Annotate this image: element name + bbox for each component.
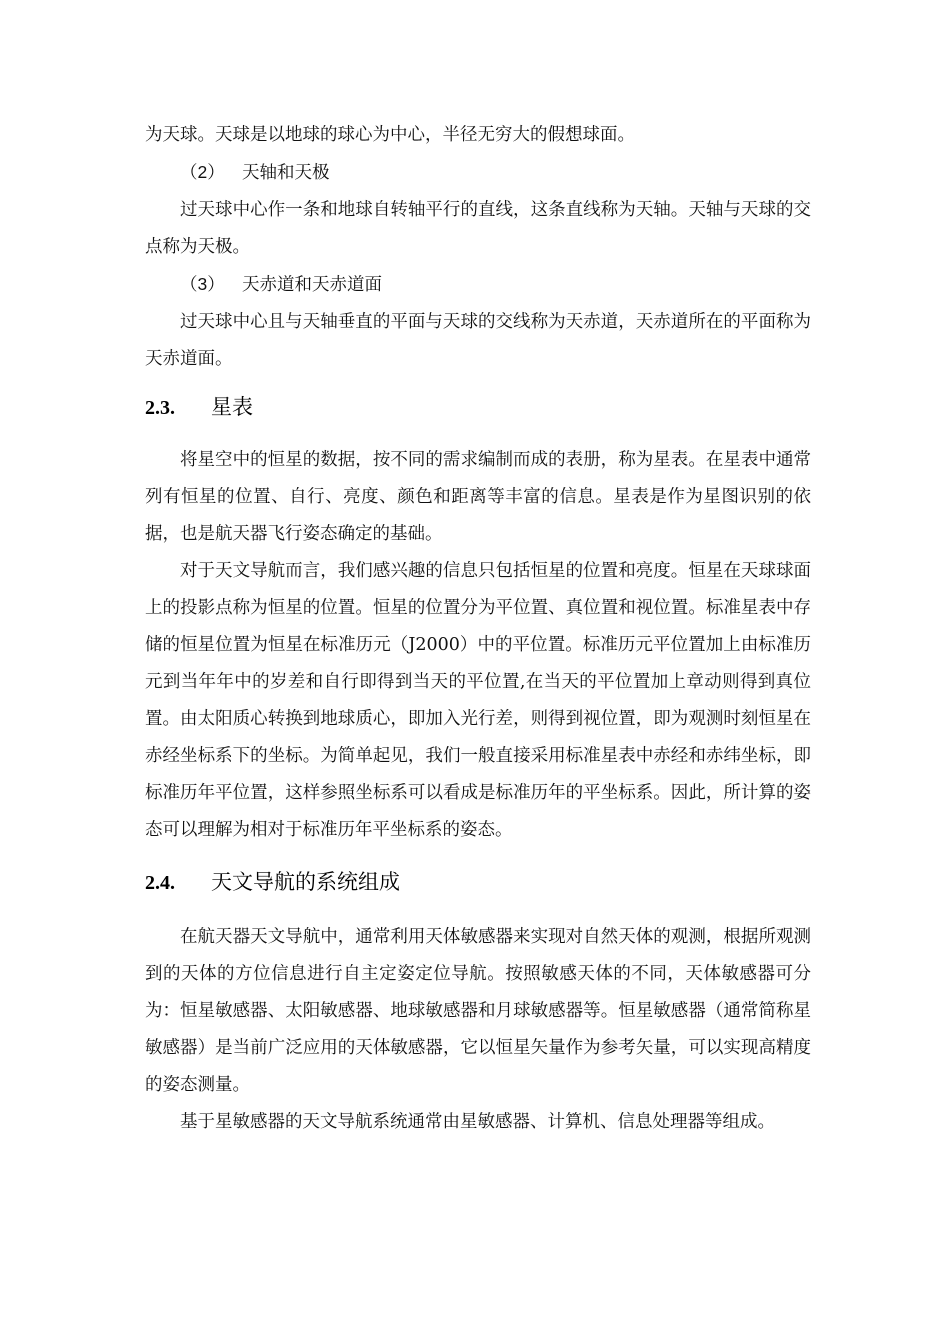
section-number: 2.4. [145,872,175,894]
paragraph-celestial-sensors: 在航天器天文导航中，通常利用天体敏感器来实现对自然天体的观测，根据所观测到的天体的方位信息进行自主定姿定位导航。按照敏感天体的不同，天体敏感器可分为：恒星敏感器、太阳敏感器、地球敏感器和月球敏感器等。恒星敏感器（通常简称星敏感器）是当前广泛应用的天体敏感器，它以恒星矢量作为参考矢量，可以实现高精度的姿态测量。 [145,927,811,1095]
subheading-title: 天轴和天极 [242,163,330,183]
section-title: 星表 [211,395,253,419]
section-number: 2.3. [145,397,175,419]
paragraph-celestial-equator: 过天球中心且与天轴垂直的平面与天球的交线称为天赤道，天赤道所在的平面称为天赤道面。 [145,312,811,369]
subheading-celestial-axis [145,154,811,192]
subheading-number: （2） [180,162,225,182]
paragraph-system-composition: 基于星敏感器的天文导航系统通常由星敏感器、计算机、信息处理器等组成。 [180,1112,775,1132]
subheading-number: （3） [180,274,225,294]
subheading-title: 天赤道和天赤道面 [242,275,382,295]
subheading-celestial-equator [145,266,811,304]
section-heading-star-catalog [145,391,811,421]
section-title: 天文导航的系统组成 [211,870,400,894]
paragraph-celestial-sphere-end: 为天球。天球是以地球的球心为中心，半径无穷大的假想球面。 [145,125,635,145]
paragraph-star-positions: 对于天文导航而言，我们感兴趣的信息只包括恒星的位置和亮度。恒星在天球球面上的投影点称为恒星的位置。恒星的位置分为平位置、真位置和视位置。标准星表中存储的恒星位置为恒星在标准历元（J2000）中的平位置。标准历元平位置加上由标准历元到当年年中的岁差和自行即得到当天的平位置,在当天的平位置加上章动则得到真位置。由太阳质心转换到地球质心，即加入光行差，则得到视位置，即为观测时刻恒星在赤经坐标系下的坐标。为简单起见，我们一般直接采用标准星表中赤经和赤纬坐标，即标准历年平位置，这样参照坐标系可以看成是标准历年的平坐标系。因此，所计算的姿态可以理解为相对于标准历年平坐标系的姿态。 [145,561,811,840]
page-content [145,117,811,1141]
section-heading-navigation-system [145,866,811,896]
paragraph-celestial-axis: 过天球中心作一条和地球自转轴平行的直线，这条直线称为天轴。天轴与天球的交点称为天极。 [145,200,811,257]
paragraph-star-catalog-intro: 将星空中的恒星的数据，按不同的需求编制而成的表册，称为星表。在星表中通常列有恒星的位置、自行、亮度、颜色和距离等丰富的信息。星表是作为星图识别的依据，也是航天器飞行姿态确定的基础。 [145,450,811,544]
